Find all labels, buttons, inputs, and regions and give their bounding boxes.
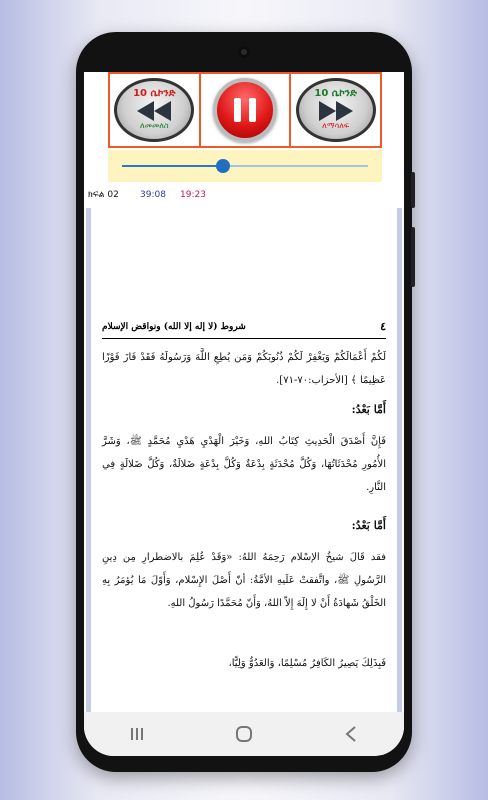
pause-icon-bar [249, 98, 256, 122]
app-screen [84, 72, 404, 756]
rewind-button[interactable] [114, 78, 194, 142]
page-number: ٤ [380, 320, 386, 333]
seek-thumb[interactable] [216, 159, 230, 173]
android-navbar [84, 712, 404, 756]
rewind-label-bottom: ለመመለስ [140, 121, 169, 130]
forward-button[interactable] [296, 78, 376, 142]
rewind-icon [135, 101, 173, 121]
total-time: 19:23 [180, 190, 206, 200]
paragraph: فَبِذَلِكَ يَصِيرُ الكَافِرُ مُسْلِمًا، وَالعَدُوُّ وَلِيًّا، [228, 658, 386, 669]
pause-cell [201, 74, 292, 146]
home-icon [235, 725, 253, 743]
book-page [84, 208, 404, 738]
recents-icon [129, 726, 145, 742]
paragraph: فَإِنَّ أَصْدَقَ الْحَدِيثِ كِتَابُ اللهِ، وَخَيْرَ الْهَدْيِ هَدْيِ مُحَمَّدٍ ﷺ، وَشَرَّ الأُمُورِ مُحْدَثَاتُهَا، وَكُلَّ مُحْدَثَةٍ بِدْعَةٌ وَكُلَّ بِدْعَةٍ ضَلالَةٌ، وَكُلَّ ضَلالَةٍ فِي النَّارِ. [102, 436, 386, 493]
front-camera [238, 46, 250, 58]
rewind-label-top: 10 ሴኮንድ [133, 88, 176, 99]
player-controls [108, 72, 382, 148]
page-title: شروط (لا إله إلا الله) ونواقض الإسلام [102, 322, 246, 332]
volume-button [411, 172, 415, 208]
back-button[interactable] [331, 722, 371, 746]
pause-button[interactable] [213, 78, 277, 142]
back-icon [344, 725, 358, 743]
part-label: ክፍል 02 [88, 190, 119, 200]
section-heading: أَمَّا بَعْدُ: [351, 403, 386, 416]
forward-label-bottom: ለማሳለፍ [322, 121, 350, 130]
pause-icon [234, 98, 241, 122]
recents-button[interactable] [117, 722, 157, 746]
home-button[interactable] [224, 722, 264, 746]
elapsed-time: 39:08 [140, 190, 166, 200]
seek-track[interactable] [122, 165, 368, 167]
section-heading: أَمَّا بَعْدُ: [351, 519, 386, 532]
time-bar [84, 184, 404, 206]
paragraph: لَكُمْ أَعْمَالَكُمْ وَيَغْفِرْ لَكُمْ ذُنُوبَكُمْ وَمَن يُطِعِ اللَّهَ وَرَسُولَهُ فَقَدْ فَازَ فَوْزًا عَظِيمًا ﴾ [الأحزاب:٧٠-٧١]. [102, 352, 386, 386]
paragraph: فقد قَالَ شيخُ الإسْلام رَحِمَهُ اللهُ: «وَقَدْ عُلِمَ بالاضطرارِ مِن دِينِ الرَّسُولِ ﷺ، واتَّفقتْ عَلَيهِ الأمَّةُ: أنّ أَصْلَ الإِسْلام، وَأَوّلَ مَا يُؤمَرُ بِهِ الخَلْقُ شَهادَةُ أَنْ لا إِلَهَ إِلاّ اللهُ، وَأَنّ مُحَمَّدًا رَسُولُ اللهِ. [102, 552, 386, 609]
forward-label-top: 10 ሴኮንድ [314, 88, 357, 99]
fast-forward-icon [317, 101, 355, 121]
power-button [411, 227, 415, 287]
rewind-cell [110, 74, 201, 146]
seek-panel [108, 150, 382, 182]
page-header [102, 320, 386, 339]
forward-cell [291, 74, 380, 146]
phone-frame [76, 32, 412, 772]
seek-progress [122, 165, 223, 167]
